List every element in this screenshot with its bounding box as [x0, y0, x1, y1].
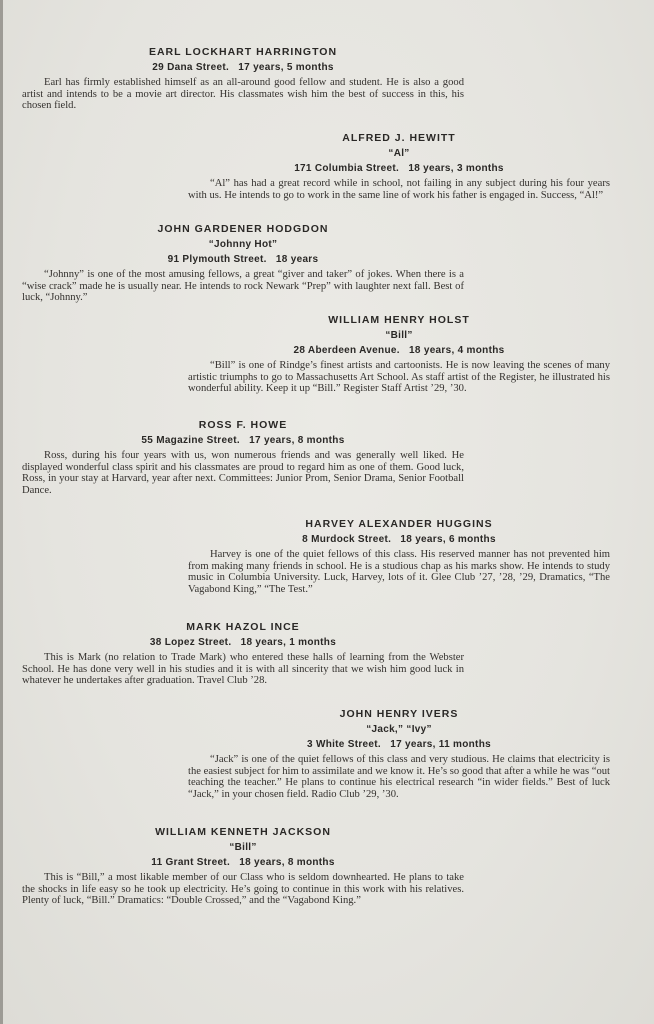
- student-address: 11 Grant Street. 18 years, 8 months: [151, 857, 335, 868]
- student-address: 28 Aberdeen Avenue. 18 years, 4 months: [293, 345, 505, 356]
- bio-john-hodgdon: [22, 222, 464, 304]
- student-name: JOHN GARDENER HODGDON: [157, 223, 329, 235]
- bio-william-holst: [188, 313, 610, 395]
- student-description: Harvey is one of the quiet fellows of this class. His reserved manner has not prevented him from making many friends in school. He is a studious chap as his marks show. He intends to study music in Columbia University. Luck, Harvey, lots of it. Glee Club ’27, ’28, ’29, Dramatics, “The Vagabond King,” “The Test.”: [188, 549, 610, 595]
- student-description: “Johnny” is one of the most amusing fellows, a great “giver and taker” of jokes. When there is a “wise crack” made he is usually near. He intends to rock Newark “Prep” with laughter next fall. Best of luck, “Johnny.”: [22, 269, 464, 303]
- bio-mark-ince: [22, 620, 464, 687]
- student-name: EARL LOCKHART HARRINGTON: [148, 46, 338, 58]
- student-address: 29 Dana Street. 17 years, 5 months: [152, 62, 334, 73]
- bio-john-ivers: [188, 707, 610, 800]
- student-name: MARK HAZOL INCE: [186, 621, 300, 633]
- student-nickname: “Bill”: [229, 842, 257, 853]
- student-name: ALFRED J. HEWITT: [342, 132, 456, 144]
- student-description: This is Mark (no relation to Trade Mark) who entered these halls of learning from the Webster School. He has done very well in his studies and it is with all sincerity that we wish him good luck in whatever he undertakes after graduation. Travel Club ’28.: [22, 652, 464, 686]
- student-name: HARVEY ALEXANDER HUGGINS: [305, 518, 493, 530]
- student-description: This is “Bill,” a most likable member of our Class who is seldom downhearted. He plans to take the shocks in life easy so he took up electricity. He’s going to continue in this work with his relatives. Plenty of luck, “Bill.” Dramatics: “Double Crossed,” and the “Vagabond King.”: [22, 872, 464, 906]
- student-address: 91 Plymouth Street. 18 years: [167, 254, 319, 265]
- student-nickname: “Bill”: [385, 330, 413, 341]
- bio-alfred-hewitt: [188, 131, 610, 201]
- student-address: 55 Magazine Street. 17 years, 8 months: [141, 435, 345, 446]
- student-name: JOHN HENRY IVERS: [339, 708, 459, 720]
- student-name: ROSS F. HOWE: [198, 419, 288, 431]
- student-name: WILLIAM HENRY HOLST: [328, 314, 470, 326]
- page-edge: [0, 0, 3, 1024]
- student-description: Earl has firmly established himself as an all-around good fellow and student. He is also a good artist and intends to be a movie art director. His classmates wish him the best of success in this, his chosen field.: [22, 77, 464, 111]
- student-name: WILLIAM KENNETH JACKSON: [155, 826, 331, 838]
- student-description: “Bill” is one of Rindge’s finest artists and cartoonists. He is now leaving the scenes of many artistic triumphs to go to Massachusetts Art School. As staff artist of the Register, he illustrated his wonderful ability. Keep it up “Bill.” Register Staff Artist ’29, ’30.: [188, 360, 610, 394]
- student-description: “Al” has had a great record while in school, not failing in any subject during his four years with us. He intends to go to work in the same line of work his father is engaged in. Success, “Al!”: [188, 178, 610, 201]
- bio-ross-howe: [22, 418, 464, 496]
- student-address: 3 White Street. 17 years, 11 months: [307, 739, 491, 750]
- bio-william-jackson: [22, 825, 464, 907]
- student-description: “Jack” is one of the quiet fellows of this class and very studious. He claims that electricity is the easiest subject for him to assimilate and we know it. He’s so good that after a while he was “out teaching the teacher.” He plans to continue his electrical research “in wider fields.” Best of luck “Jack,” in your chosen field. Radio Club ’29, ’30.: [188, 754, 610, 800]
- student-nickname: “Jack,” “Ivy”: [366, 724, 432, 735]
- student-address: 171 Columbia Street. 18 years, 3 months: [294, 163, 504, 174]
- student-address: 8 Murdock Street. 18 years, 6 months: [302, 534, 496, 545]
- student-description: Ross, during his four years with us, won numerous friends and was generally well liked. He displayed wonderful class spirit and his classmates are proud to regard him as one of them. Good luck, Ross, in your stay at Harvard, year after next. Committees: Junior Prom, Senior Drama, Senior Football Dance.: [22, 450, 464, 496]
- student-nickname: “Al”: [388, 148, 410, 159]
- student-nickname: “Johnny Hot”: [208, 239, 278, 250]
- student-address: 38 Lopez Street. 18 years, 1 months: [149, 637, 337, 648]
- bio-harvey-huggins: [188, 517, 610, 595]
- bio-earl-harrington: [22, 45, 464, 112]
